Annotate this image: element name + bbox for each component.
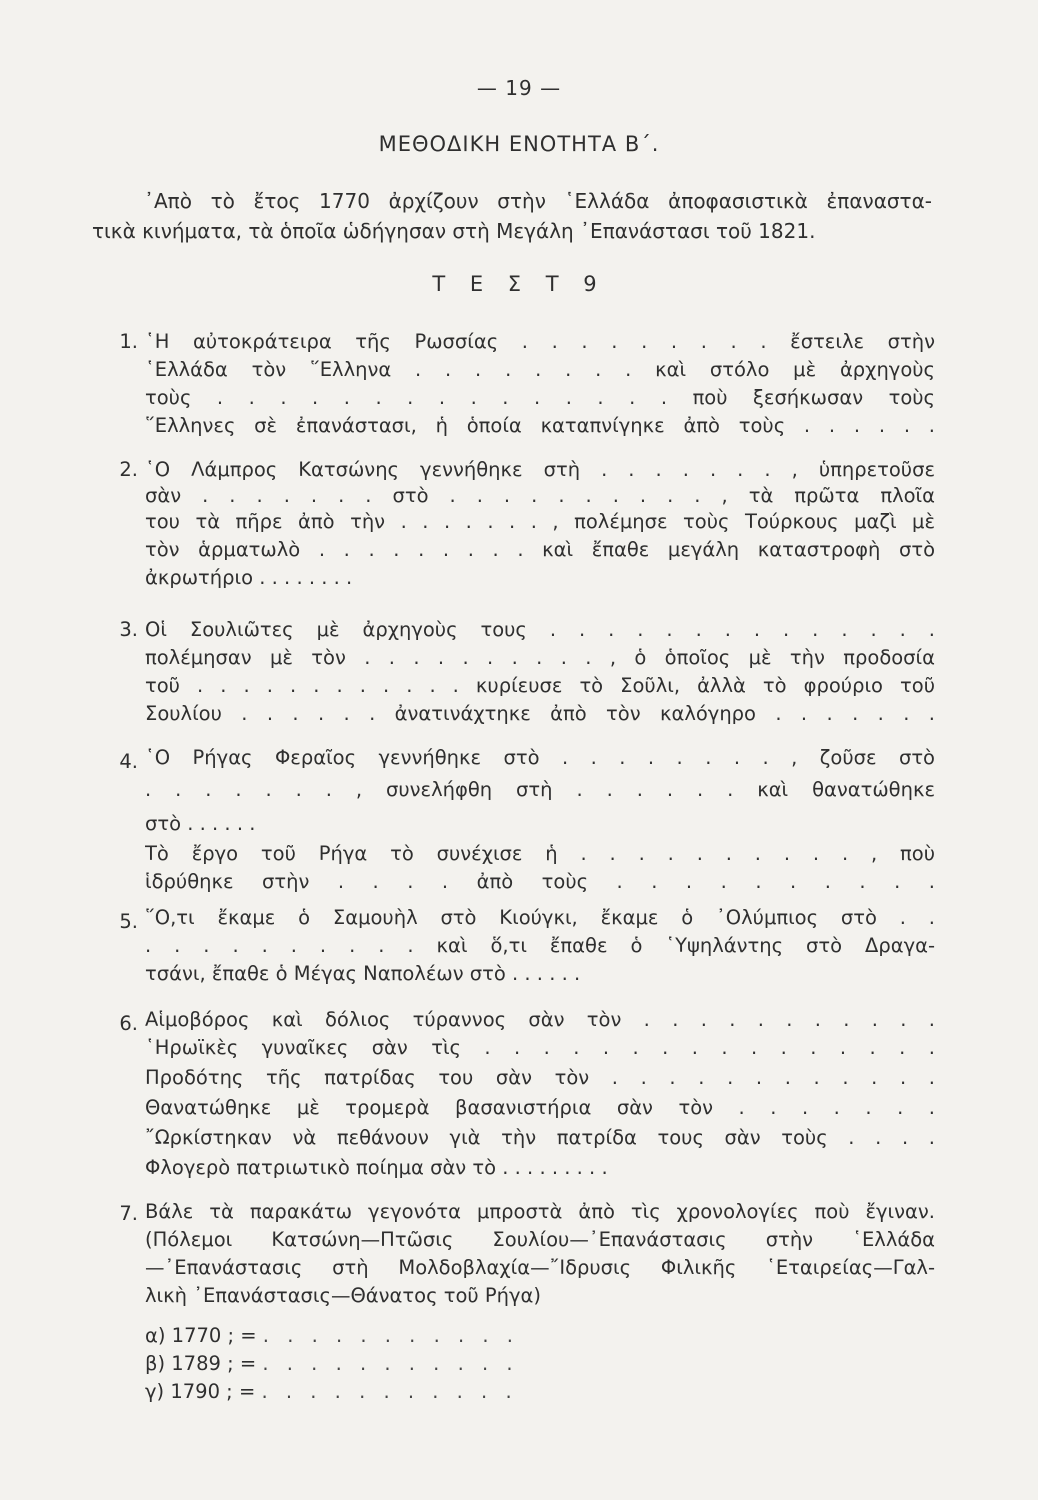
answer-line — [145, 1324, 519, 1347]
exercise-line: ῾Ο Λάμπρος Κατσώνης γεννήθηκε στὴ . . . . . . . , ὑπηρετοῦσε — [145, 458, 935, 481]
exercise-line: Φλογερὸ πατριωτικὸ ποίημα σὰν τὸ . . . . . . . . . — [145, 1156, 608, 1179]
answer-line — [145, 1352, 519, 1375]
answer-label: α) 1770 ; = — [145, 1324, 257, 1347]
exercise-line: —᾿Επανάστασις στὴ Μολδοβλαχία—῎Ιδρυσις Φιλικῆς ῾Εταιρείας—Γαλ- — [145, 1256, 935, 1279]
exercise-number: 4. — [119, 750, 138, 773]
exercise-line: ῾Ελλάδα τὸν ῞Ελληνα . . . . . . . . καὶ στόλο μὲ ἀρχηγοὺς — [145, 358, 935, 381]
answer-label: β) 1789 ; = — [145, 1352, 257, 1375]
exercise-line: Βάλε τὰ παρακάτω γεγονότα μπροστὰ ἀπὸ τὶς χρονολογίες ποὺ ἔγιναν. — [145, 1200, 935, 1223]
page-number: — 19 — — [476, 76, 562, 100]
exercise-line: (Πόλεμοι Κατσώνη—Πτῶσις Σουλίου—᾿Επανάστασις στὴν ῾Ελλάδα — [145, 1228, 935, 1251]
exercise-line: ῾Ο Ρήγας Φεραῖος γεννήθηκε στὸ . . . . . . . . , ζοῦσε στὸ — [145, 746, 935, 769]
exercise-line: ἱδρύθηκε στὴν . . . . ἀπὸ τοὺς . . . . . . . . . . — [145, 870, 935, 893]
exercise-line: Τὸ ἔργο τοῦ Ρήγα τὸ συνέχισε ἡ . . . . . . . . . . , ποὺ — [145, 842, 935, 865]
exercise-line: ῎Ωρκίστηκαν νὰ πεθάνουν γιὰ τὴν πατρίδα τους σὰν τοὺς . . . . — [145, 1126, 935, 1149]
exercise-line: . . . . . . . , συνελήφθη στὴ . . . . . . καὶ θανατώθηκε — [145, 778, 935, 801]
exercise-number: 2. — [119, 458, 138, 481]
exercise-line: Σουλίου . . . . . . ἀνατινάχτηκε ἀπὸ τὸν καλόγηρο . . . . . . . — [145, 702, 935, 725]
intro-line: τικὰ κινήματα, τὰ ὁποῖα ὡδήγησαν στὴ Μεγάλη ᾿Επανάστασι τοῦ 1821. — [92, 219, 816, 243]
exercise-line: τσάνι, ἔπαθε ὁ Μέγας Ναπολέων στὸ . . . . . . — [145, 962, 581, 985]
exercise-line: στὸ . . . . . . — [145, 812, 256, 835]
exercise-line: σὰν . . . . . . . στὸ . . . . . . . . . . , τὰ πρῶτα πλοῖα — [145, 484, 935, 507]
answer-blank[interactable]: . . . . . . . . . . . — [262, 1352, 519, 1375]
exercise-line: τὸν ἁρματωλὸ . . . . . . . . . καὶ ἔπαθε μεγάλη καταστροφὴ στὸ — [145, 538, 935, 561]
exercise-line: του τὰ πῆρε ἀπὸ τὴν . . . . . . . , πολέμησε τοὺς Τούρκους μαζὶ μὲ — [145, 510, 935, 533]
exercise-number: 5. — [119, 910, 138, 933]
exercise-line: τοὺς . . . . . . . . . . . . . . . ποὺ ξεσήκωσαν τοὺς — [145, 386, 935, 409]
exercise-line: ῞Ο,τι ἔκαμε ὁ Σαμουὴλ στὸ Κιούγκι, ἔκαμε ὁ ᾿Ολύμπιος στὸ . . — [145, 906, 935, 929]
exercise-line: λικὴ ᾿Επανάστασις—Θάνατος τοῦ Ρήγα) — [145, 1284, 541, 1307]
answer-line — [145, 1380, 518, 1403]
exercise-line: Προδότης τῆς πατρίδας του σὰν τὸν . . . . . . . . . . . . — [145, 1066, 935, 1089]
exercise-line: Αἱμοβόρος καὶ δόλιος τύραννος σὰν τὸν . . . . . . . . . . . — [145, 1008, 935, 1031]
exercise-line: ῞Ελληνες σὲ ἐπανάστασι, ἡ ὁποία καταπνίγηκε ἀπὸ τοὺς . . . . . . — [145, 414, 935, 437]
exercise-line: πολέμησαν μὲ τὸν . . . . . . . . . . , ὁ ὁποῖος μὲ τὴν προδοσία — [145, 646, 935, 669]
section-title: ΜΕΘΟΔΙΚΗ ΕΝΟΤΗΤΑ Β΄. — [378, 132, 660, 156]
exercise-line: τοῦ . . . . . . . . . . . . κυρίευσε τὸ Σοῦλι, ἀλλὰ τὸ φρούριο τοῦ — [145, 674, 935, 697]
exercise-line: . . . . . . . . . . καὶ ὅ,τι ἔπαθε ὁ ῾Υψηλάντης στὸ Δραγα- — [145, 934, 935, 957]
exercise-number: 6. — [119, 1012, 138, 1035]
exercise-number: 3. — [119, 618, 138, 641]
answer-blank[interactable]: . . . . . . . . . . . — [262, 1324, 519, 1347]
intro-paragraph — [92, 186, 932, 246]
exercise-line: Οἱ Σουλιῶτες μὲ ἀρχηγοὺς τους . . . . . . . . . . . . . . — [145, 618, 935, 641]
exercise-line: ῾Ηρωϊκὲς γυναῖκες σὰν τὶς . . . . . . . . . . . . . . . . — [145, 1036, 935, 1059]
exercise-number: 7. — [119, 1202, 138, 1225]
exercise-line: Θανατώθηκε μὲ τρομερὰ βασανιστήρια σὰν τὸν . . . . . . . — [145, 1096, 935, 1119]
exercise-line: ῾Η αὐτοκράτειρα τῆς Ρωσσίας . . . . . . . . . ἔστειλε στὴν — [145, 330, 935, 353]
answer-blank[interactable]: . . . . . . . . . . . — [261, 1380, 518, 1403]
answer-label: γ) 1790 ; = — [145, 1380, 256, 1403]
intro-line: ᾿Απὸ τὸ ἔτος 1770 ἀρχίζουν στὴν ῾Ελλάδα ἀποφασιστικὰ ἐπαναστα- — [144, 189, 932, 213]
exercise-number: 1. — [119, 330, 138, 353]
exercise-line: ἀκρωτήριο . . . . . . . . — [145, 566, 353, 589]
test-title: Τ Ε Σ Τ 9 — [432, 272, 606, 296]
